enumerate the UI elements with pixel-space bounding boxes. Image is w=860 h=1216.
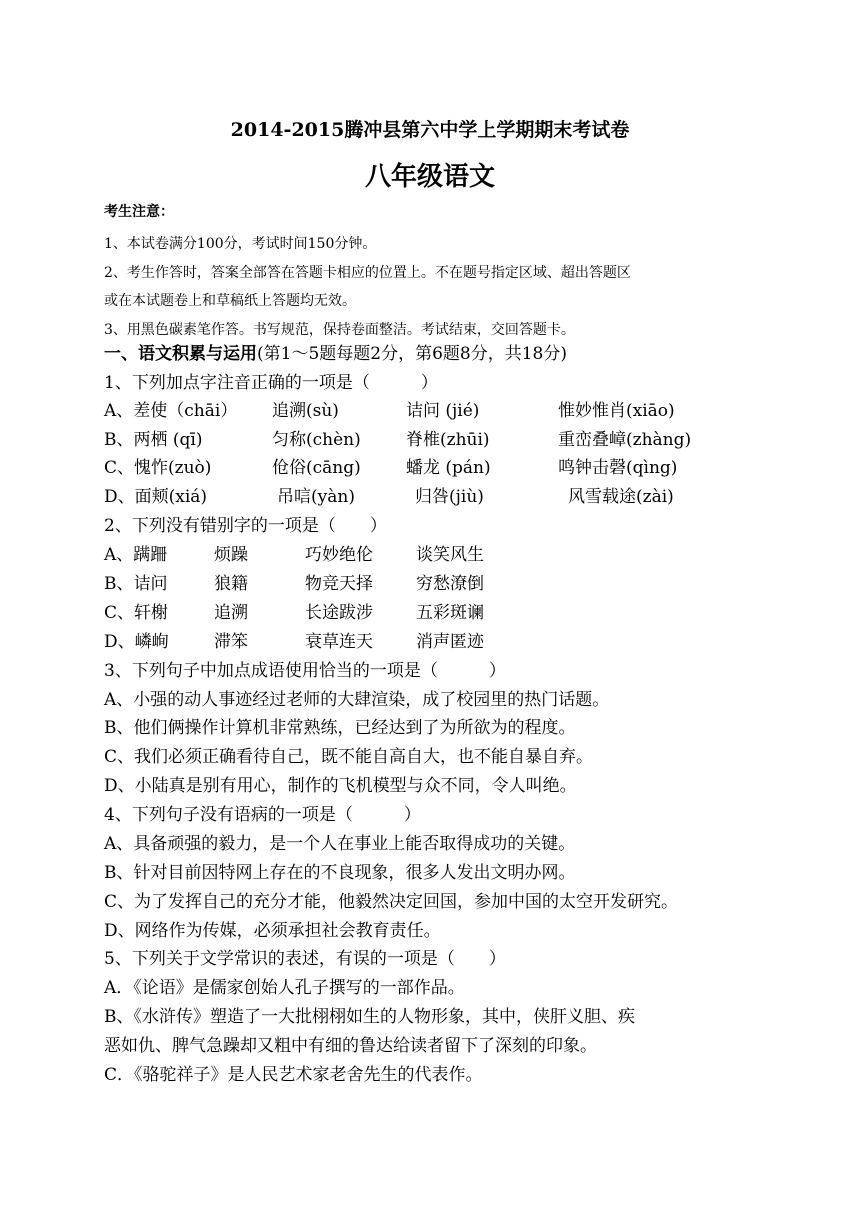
option-cell: 伧俗(cāng) [272, 458, 361, 478]
notice-item: 3、用黑色碳素笔作答。书写规范，保持卷面整洁。考试结束，交回答题卡。 [104, 322, 575, 338]
option-cell: B、两栖 (qī) [104, 430, 203, 450]
exam-subject: 八年级语文 [364, 162, 495, 192]
option-cell: 穷愁潦倒 [416, 574, 484, 594]
option-cell: 追溯 [214, 603, 248, 623]
question-2-option [104, 602, 804, 626]
option-cell: 追溯(sù) [272, 401, 339, 421]
option-cell: 巧妙绝伦 [305, 545, 373, 565]
option-cell: C、轩榭 [104, 603, 169, 623]
option-cell: 诘问 (jié) [406, 401, 480, 421]
question-2-stem: 2、下列没有错别字的一项是（ ） [104, 516, 387, 536]
option-cell: C、愧怍(zuò) [104, 458, 212, 478]
option-cell: 五彩斑谰 [416, 603, 484, 623]
option-cell: 谈笑风生 [416, 545, 484, 565]
notice-item: 2、考生作答时，答案全部答在答题卡相应的位置上。不在题号指定区域、超出答题区 [104, 265, 631, 281]
question-3-option: B、他们俩操作计算机非常熟练，已经达到了为所欲为的程度。 [104, 718, 576, 738]
question-1-option [104, 400, 804, 424]
question-5-stem: 5、下列关于文学常识的表述，有误的一项是（ ） [104, 949, 506, 969]
notice-item: 或在本试题卷上和草稿纸上答题均无效。 [104, 293, 356, 309]
question-3-stem: 3、下列句子中加点成语使用恰当的一项是（ ） [104, 661, 506, 681]
question-4-stem: 4、下列句子没有语病的一项是（ ） [104, 805, 421, 825]
option-cell: D、嶙峋 [104, 632, 169, 652]
option-cell: 烦躁 [214, 545, 248, 565]
question-2-option [104, 544, 804, 568]
notice-item: 1、本试卷满分100分，考试时间150分钟。 [104, 236, 377, 252]
question-5-option: B、《水浒传》塑造了一大批栩栩如生的人物形象，其中，侠肝义胆、疾 [104, 1007, 635, 1027]
question-4-option: A、具备顽强的毅力，是一个人在事业上能否取得成功的关键。 [104, 834, 576, 854]
question-4-option: B、针对目前因特网上存在的不良现象，很多人发出文明办网。 [104, 863, 576, 883]
question-3-option: C、我们必须正确看待自己，既不能自高自大，也不能自暴自弃。 [104, 747, 594, 767]
question-3-option: A、小强的动人事迹经过老师的大肆渲染，成了校园里的热门话题。 [104, 690, 610, 710]
question-3-option: D、小陆真是别有用心，制作的飞机模型与众不同，令人叫绝。 [104, 776, 577, 796]
option-cell: 物竞天择 [305, 574, 373, 594]
option-cell: 惟妙惟肖(xiāo) [558, 401, 675, 421]
option-cell: A、蹒跚 [104, 545, 168, 565]
option-cell: 风雪载途(zài) [568, 487, 674, 507]
question-5-option: C．《骆驼祥子》是人民艺术家老舍先生的代表作。 [104, 1065, 483, 1085]
option-cell: 鸣钟击磬(qìng) [558, 458, 678, 478]
section-score-note: (第1～5题每题2分，第6题8分，共18分) [257, 344, 567, 364]
question-1-option [104, 457, 804, 481]
question-1-option [104, 486, 804, 510]
question-1-stem: 1、下列加点字注音正确的一项是（ ） [104, 373, 438, 393]
option-cell: 匀称(chèn) [272, 430, 361, 450]
question-1-option [104, 429, 804, 453]
option-cell: 滞笨 [214, 632, 248, 652]
question-2-option [104, 573, 804, 597]
option-cell: A、差使（chāi） [104, 401, 238, 421]
section-heading [104, 343, 567, 365]
option-cell: B、诘问 [104, 574, 168, 594]
section-title: 一、语文积累与运用 [104, 344, 257, 364]
option-cell: 长途跋涉 [305, 603, 373, 623]
question-4-option: D、网络作为传媒，必须承担社会教育责任。 [104, 921, 441, 941]
option-cell: 重峦叠嶂(zhàng) [558, 430, 692, 450]
option-cell: 吊唁(yàn) [277, 487, 355, 507]
option-cell: 脊椎(zhūi) [406, 430, 490, 450]
question-5-option: 恶如仇、脾气急躁却又粗中有细的鲁达给读者留下了深刻的印象。 [104, 1036, 597, 1056]
notice-heading: 考生注意： [104, 204, 174, 220]
option-cell: 狼籍 [214, 574, 248, 594]
question-5-option: A．《论语》是儒家创始人孔子撰写的一部作品。 [104, 978, 465, 998]
option-cell: 蟠龙 (pán) [406, 458, 491, 478]
option-cell: 归咎(jiù) [415, 487, 484, 507]
option-cell: D、面颊(xiá) [104, 487, 208, 507]
question-4-option: C、为了发挥自己的充分才能，他毅然决定回国，参加中国的太空开发研究。 [104, 892, 679, 912]
question-2-option [104, 631, 804, 655]
option-cell: 消声匿迹 [416, 632, 484, 652]
option-cell: 衰草连天 [305, 632, 373, 652]
exam-title: 2014-2015腾冲县第六中学上学期期末考试卷 [230, 119, 630, 141]
